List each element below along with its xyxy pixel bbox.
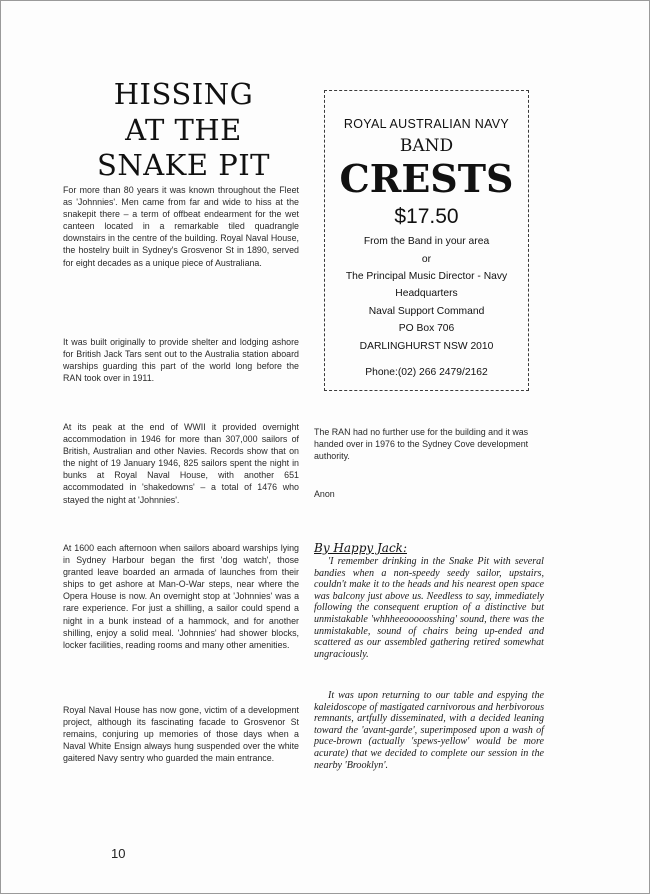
article-paragraph: It was built originally to provide shelter and lodging ashore for British Jack Tars sent out to the Australia station aboard warships guarding this part of the world long before the RAN took over in 1911. [63,337,299,384]
ad-organisation: ROYAL AUSTRALIAN NAVY [343,117,510,131]
ad-command-line: Naval Support Command [368,306,485,317]
story-paragraph: It was upon returning to our table and espying the kaleidoscope of mastigated carnivorous and herbivorous remnants, artfully disseminated, with a decided leaning toward the 'avant-garde', superimposed upon a wash of puce-brown (actually 'spews-yellow' would be more acurate) that we decided to complete our session in the nearby 'Brooklyn'. [314,690,544,771]
headline-line-3: SNAKE PIT [96,148,271,182]
story-byline: By Happy Jack: [314,541,407,555]
ad-phone-line: Phone:(02) 266 2479/2162 [365,367,488,378]
headline-line-1: HISSING [113,77,254,111]
article-paragraph: The RAN had no further use for the building and it was handed over in 1976 to the Sydney Cove development authority. [314,427,529,461]
ad-headquarters-line: Headquarters [395,288,458,299]
article-paragraph: Royal Naval House has now gone, victim of a development project, although its fascinating facade to Grosvenor St remains, conjuring up memories of those days when a Naval White Ensign always hung suspended over the white gaitered Navy sentry who guarded the main entrance. [63,705,299,764]
article-paragraph: For more than 80 years it was known throughout the Fleet as 'Johnnies'. Men came from far and wide to hiss at the snakepit there – a term of offbeat endearment for the wet canteen located in a remarkable tiled quadrangle downstairs in the centre of the building. Royal Naval House, the hostelry built in Sydney's Grosvenor St in 1890, served for eight decades as a unique piece of Australiana. [63,185,299,268]
ad-from-line: From the Band in your area [363,236,490,247]
page-number: 10 [111,846,126,861]
ad-director-line: The Principal Music Director - Navy [345,271,508,282]
article-paragraph: At its peak at the end of WWII it provided overnight accommodation in 1946 for more than 307,000 sailors of British, Australian and other Navies. Records show that on the night of 19 January 1946, 825 sailors spent the night in bunks at Royal Naval House, with another 651 accommodated in 'shakedowns' – a total of 1476 who stayed the night at 'Johnnies'. [63,422,299,505]
article-author: Anon [314,489,335,499]
article-paragraph: At 1600 each afternoon when sailors aboard warships lying in Sydney Harbour began the first 'dog watch', those granted leave boarded an armada of launches from their ships to get ashore at Man-O-War steps, near where the Opera House is now. An overnight stop at 'Johnnies' was a rare experience. For just a shilling, a sailor could spend a night in a bunk instead of a hammock, and for another shilling, enjoy a solid meal. 'Johnnies' had shower blocks, locker facilities, reading rooms and many other amenities. [63,543,299,650]
ad-band-label: BAND [399,136,454,156]
ad-or-line: or [421,254,432,265]
crests-advertisement [324,90,529,391]
ad-pobox-line: PO Box 706 [398,323,455,334]
story-paragraph: 'I remember drinking in the Snake Pit with several bandies when a non-speedy seedy sailor, upstairs, couldn't make it to the heads and his nearest open space was balcony just above us. Needless to say, immediately following the consequent eruption of a distinctive but unmistakable 'whhheeooooosshing' sound, there was the unmistakable, sound of chairs being up-ended and scattered as our assembled gathering retired somewhat ungraciously. [314,556,544,660]
ad-crests-title: CRESTS [339,156,514,201]
ad-price: $17.50 [394,205,459,228]
ad-suburb-line: DARLINGHURST NSW 2010 [359,341,494,352]
headline-line-2: AT THE [125,113,242,147]
